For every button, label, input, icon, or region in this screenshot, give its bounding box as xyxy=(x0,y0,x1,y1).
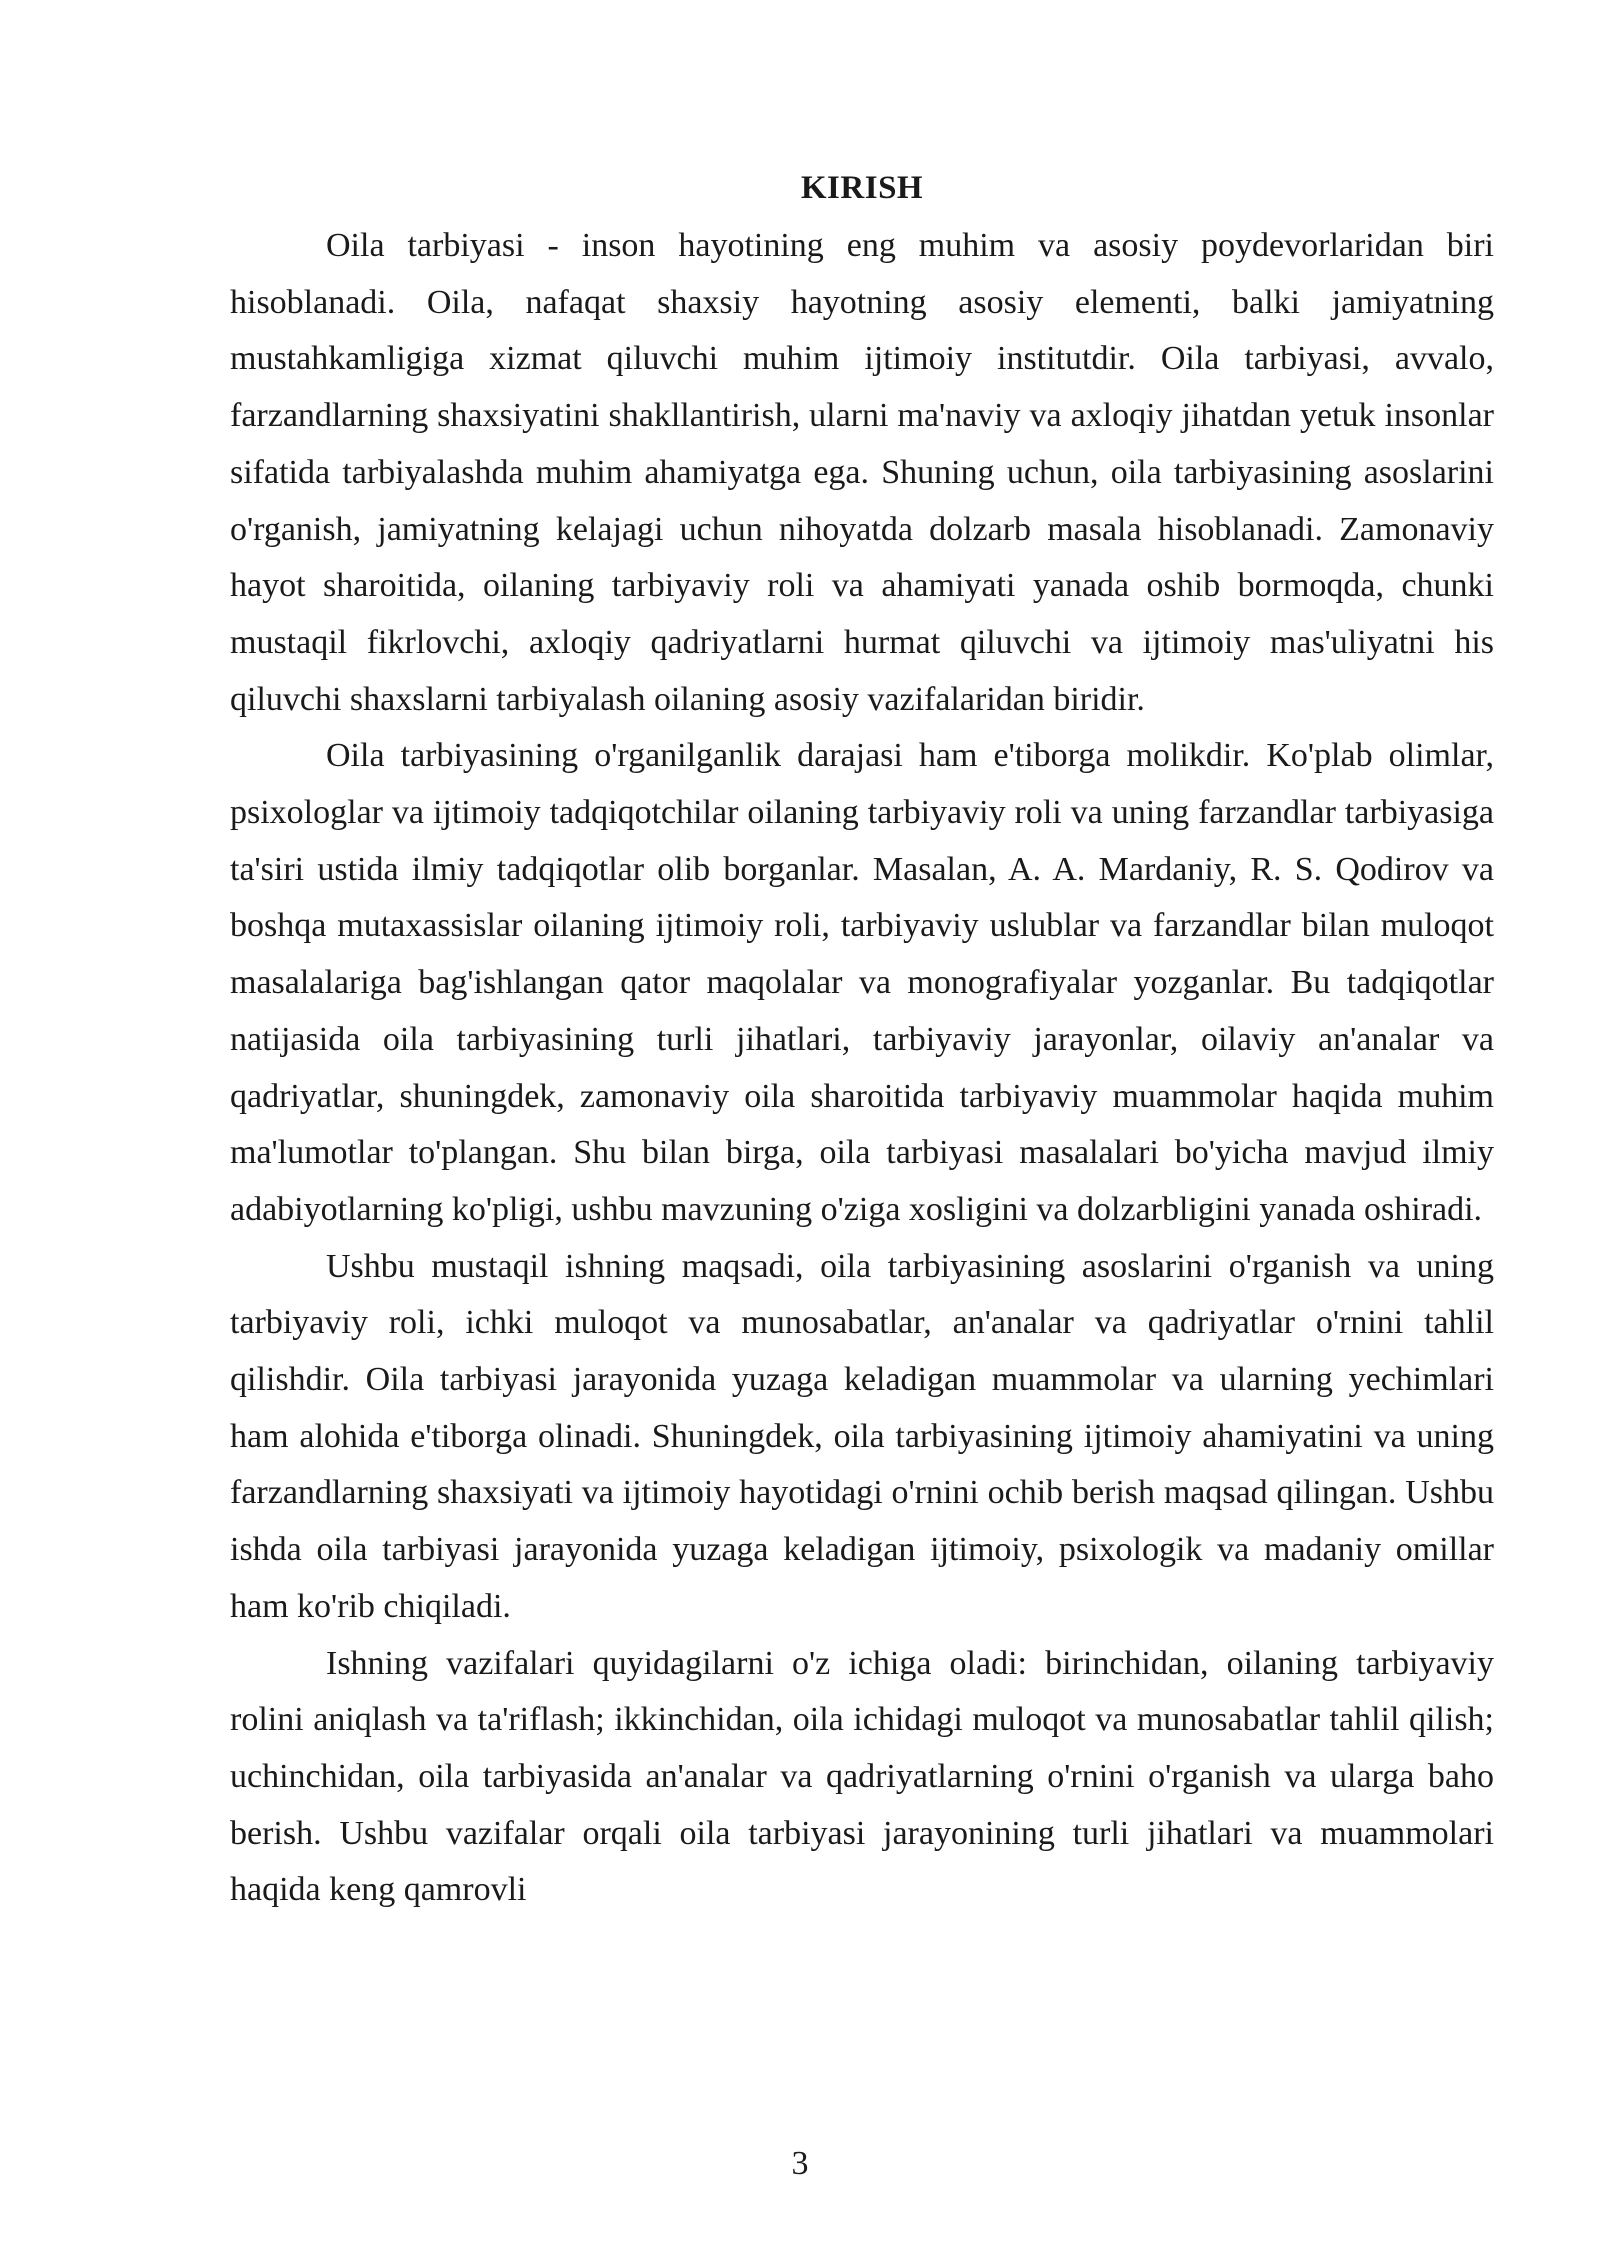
page-number: 3 xyxy=(791,2145,809,2182)
section-title: KIRISH xyxy=(800,170,924,206)
paragraph: Oila tarbiyasi - inson hayotining eng muhim va asosiy poydevorlaridan biri hisoblanadi. Oila, nafaqat shaxsiy hayotning asosiy elementi, balki jamiyatning mustahkamligiga xizmat qiluvchi muhim ijtimoiy institutdir. Oila tarbiyasi, avvalo, farzandlarning shaxsiyatini shakllantirish, ularni ma'naviy va axloqiy jihatdan yetuk insonlar sifatida tarbiyalashda muhim ahamiyatga ega. Shuning uchun, oila tarbiyasining asoslarini o'rganish, jamiyatning kelajagi uchun nihoyatda dolzarb masala hisoblanadi. Zamonaviy hayot sharoitida, oilaning tarbiyaviy roli va ahamiyati yanada oshib bormoqda, chunki mustaqil fikrlovchi, axloqiy qadriyatlarni hurmat qiluvchi va ijtimoiy mas'uliyatni his qiluvchi shaxslarni tarbiyalash oilaning asosiy vazifalaridan biridir. xyxy=(230,227,1494,718)
paragraph: Oila tarbiyasining o'rganilganlik darajasi ham e'tiborga molikdir. Ko'plab olimlar, psixologlar va ijtimoiy tadqiqotchilar oilaning tarbiyaviy roli va uning farzandlar tarbiyasiga ta'siri ustida ilmiy tadqiqotlar olib borganlar. Masalan, A. A. Mardaniy, R. S. Qodirov va boshqa mutaxassislar oilaning ijtimoiy roli, tarbiyaviy uslublar va farzandlar bilan muloqot masalalariga bag'ishlangan qator maqolalar va monografiyalar yozganlar. Bu tadqiqotlar natijasida oila tarbiyasining turli jihatlari, tarbiyaviy jarayonlar, oilaviy an'analar va qadriyatlar, shuningdek, zamonaviy oila sharoitida tarbiyaviy muammolar haqida muhim ma'lumotlar to'plangan. Shu bilan birga, oila tarbiyasi masalalari bo'yicha mavjud ilmiy adabiyotlarning ko'pligi, ushbu mavzuning o'ziga xosligini va dolzarbligini yanada oshiradi. xyxy=(230,737,1494,1228)
paragraph: Ushbu mustaqil ishning maqsadi, oila tarbiyasining asoslarini o'rganish va uning tarbiyaviy roli, ichki muloqot va munosabatlar, an'analar va qadriyatlar o'rnini tahlil qilishdir. Oila tarbiyasi jarayonida yuzaga keladigan muammolar va ularning yechimlari ham alohida e'tiborga olinadi. Shuningdek, oila tarbiyasining ijtimoiy ahamiyatini va uning farzandlarning shaxsiyati va ijtimoiy hayotidagi o'rnini ochib berish maqsad qilingan. Ushbu ishda oila tarbiyasi jarayonida yuzaga keladigan ijtimoiy, psixologik va madaniy omillar ham ko'rib chiqiladi. xyxy=(230,1247,1494,1625)
paragraph: Ishning vazifalari quyidagilarni o'z ichiga oladi: birinchidan, oilaning tarbiyaviy rolini aniqlash va ta'riflash; ikkinchidan, oila ichidagi muloqot va munosabatlar tahlil qilish; uchinchidan, oila tarbiyasida an'analar va qadriyatlarning o'rnini o'rganish va ularga baho berish. Ushbu vazifalar orqali oila tarbiyasi jarayonining turli jihatlari va muammolari haqida keng qamrovli xyxy=(230,1644,1494,1909)
document-page xyxy=(230,160,1494,1919)
